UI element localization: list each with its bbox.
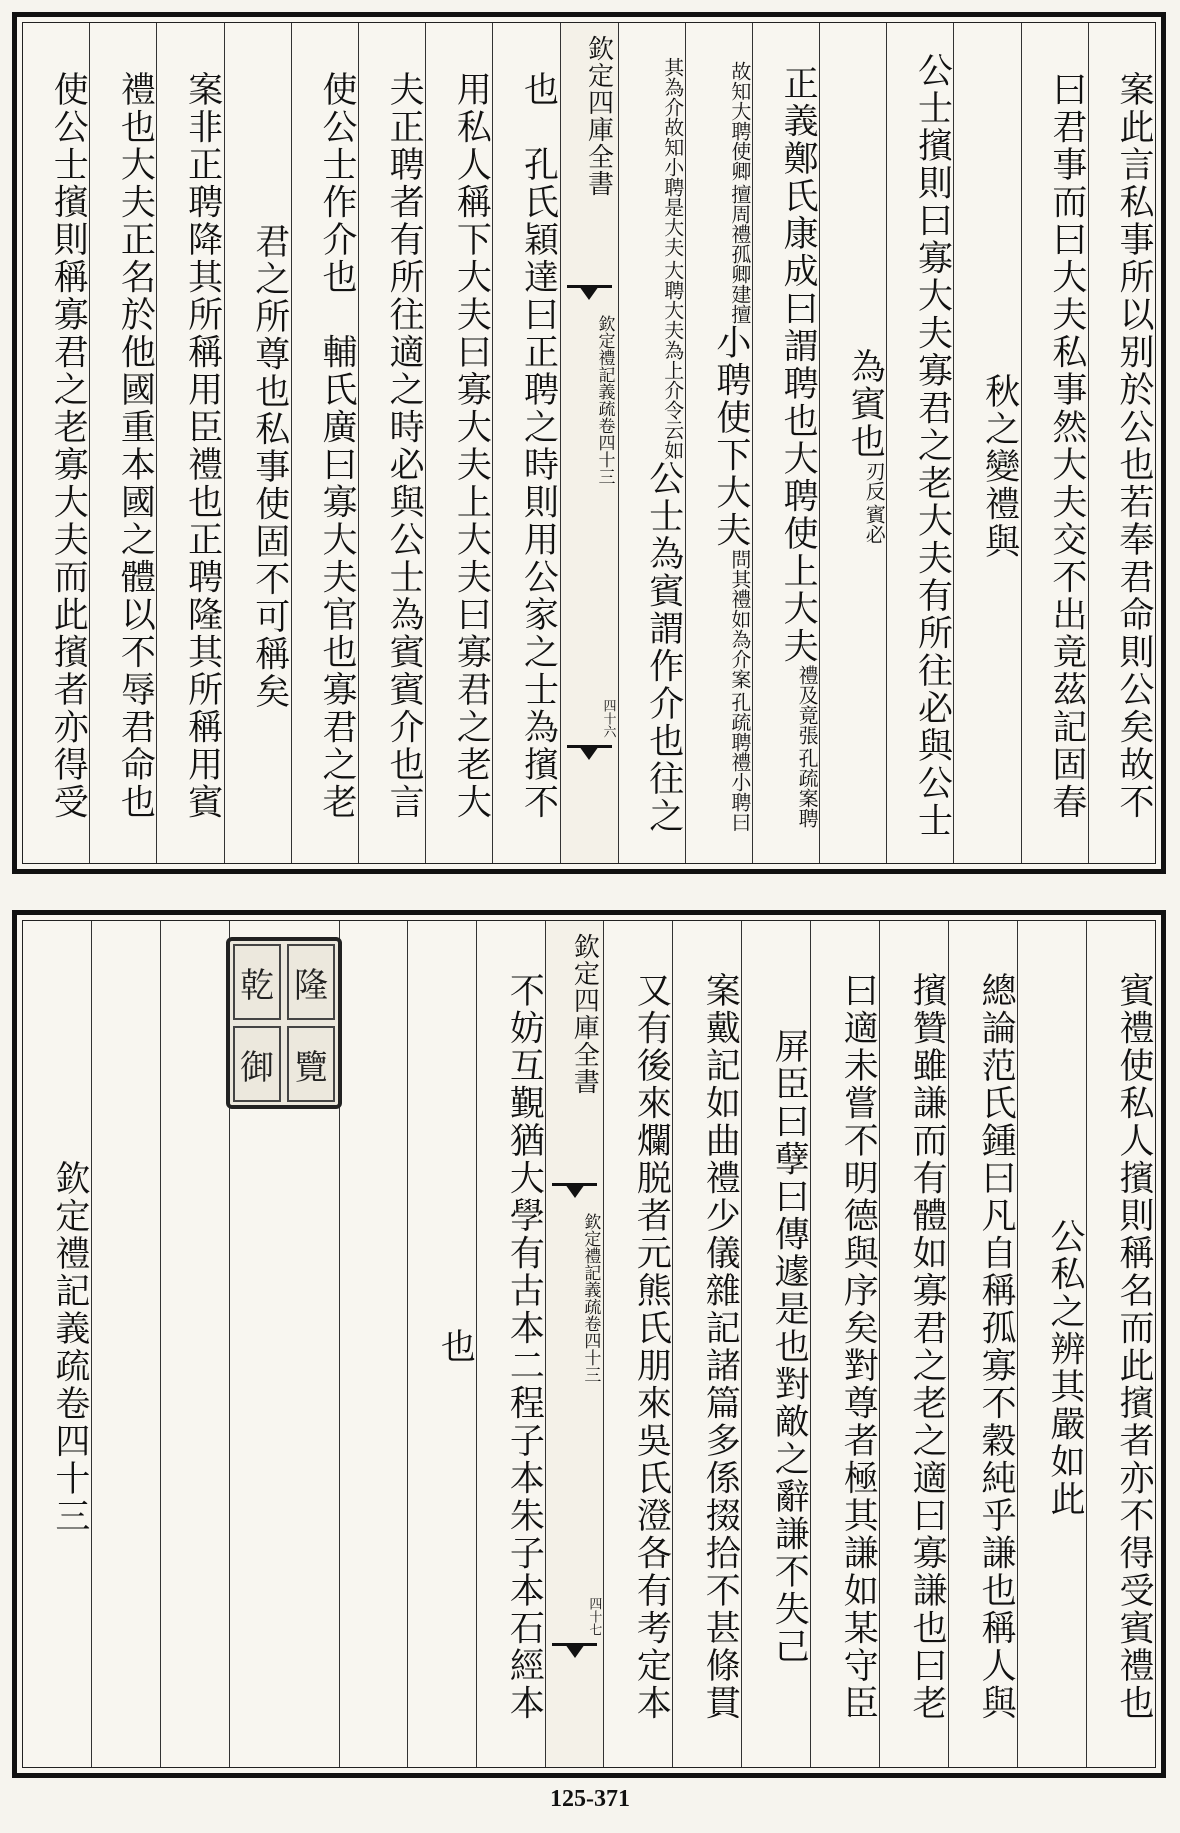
text-column: 曰適未嘗不明德與序矣對尊者極其謙如某守臣 xyxy=(810,921,879,1767)
text-column: 曰君事而曰大夫私事然大夫交不出竟茲記固春 xyxy=(1021,23,1088,863)
text-column: 公士擯則曰寡大夫寡君之老大夫有所往必與公士 xyxy=(886,23,953,863)
bottom-page xyxy=(12,910,1166,1778)
imperial-seal: 乾 隆 御 覽 xyxy=(226,937,342,1109)
text-column: 正義鄭氏康成曰謂聘也大聘使上大夫 孔疏案聘 禮及竟張 xyxy=(752,23,819,863)
commentary-note: 大聘大夫為上介令云如 其為介故知小聘是大夫 xyxy=(660,57,685,460)
fish-tail-mark xyxy=(552,1643,597,1668)
text-column: 擅周禮孤卿建擅 故知大聘使卿 小聘使下大夫 孔疏聘禮小聘曰 問其禮如為介案 xyxy=(685,23,752,863)
fish-tail-mark xyxy=(567,285,612,310)
page-number: 125-371 xyxy=(550,1786,630,1812)
text-column: 案此言私事所以别於公也若奉君命則公矣故不 xyxy=(1088,23,1155,863)
empty-column xyxy=(91,921,160,1767)
fish-tail-mark xyxy=(567,745,612,770)
text-column: 又有後來爛脱者元熊氏朋來吳氏澄各有考定本 xyxy=(603,921,672,1767)
folio-number: 四十六 xyxy=(600,699,616,738)
text-column: 屏臣曰孽曰傳遽是也對敵之辭謙不失己 xyxy=(741,921,810,1767)
text-column: 不妨互覲猶大學有古本二程子本朱子本石經本 xyxy=(476,921,545,1767)
text-column: 君之所尊也私事使固不可稱矣 xyxy=(224,23,291,863)
text-column: 公私之辨其嚴如此 xyxy=(1017,921,1086,1767)
center-title: 欽定四庫全書 xyxy=(569,933,600,1095)
text-column: 夫正聘者有所往適之時必與公士為賓賓介也言 xyxy=(358,23,425,863)
seal-column xyxy=(229,921,339,1767)
empty-column xyxy=(160,921,229,1767)
text-column: 案戴記如曲禮少儀雜記諸篇多係掇拾不甚條貫 xyxy=(672,921,741,1767)
commentary-note: 擅周禮孤卿建擅 故知大聘使卿 xyxy=(727,60,752,324)
center-fold xyxy=(545,921,603,1767)
text-column: 大聘大夫為上介令云如 其為介故知小聘是大夫 公士為賓謂作介也往之 xyxy=(618,23,685,863)
folio-number: 四十七 xyxy=(586,1597,602,1636)
text-column: 禮也大夫正名於他國重本國之體以不辱君命也 xyxy=(89,23,156,863)
commentary-note: 孔疏案聘 禮及竟張 xyxy=(795,664,820,828)
commentary-note: 賓必 刃反 xyxy=(862,460,887,544)
text-column: 使公士作介也 輔氏廣曰寡大夫官也寡君之老 xyxy=(291,23,358,863)
center-title: 欽定四庫全書 xyxy=(583,35,614,197)
empty-column xyxy=(339,921,408,1767)
text-column: 擯贊雖謙而有體如寡君之老之適曰寡謙也曰老 xyxy=(879,921,948,1767)
center-subtitle: 欽定禮記義疏 卷四十三 xyxy=(594,315,615,485)
center-subtitle: 欽定禮記義疏 卷四十三 xyxy=(580,1213,601,1383)
commentary-note: 孔疏聘禮小聘曰 問其禮如為介案 xyxy=(727,548,752,832)
text-column: 案非正聘降其所稱用臣禮也正聘隆其所稱用賓 xyxy=(156,23,223,863)
center-fold xyxy=(560,23,618,863)
text-column: 總論范氏鍾曰凡自稱孤寡不穀純乎謙也稱人與 xyxy=(948,921,1017,1767)
text-column: 也 xyxy=(407,921,476,1767)
text-column: 使公士擯則稱寡君之老寡大夫而此擯者亦得受 xyxy=(48,71,89,821)
text-column: 用私人稱下大夫曰寡大夫上大夫曰寡君之老大 xyxy=(425,23,492,863)
text-column: 賓禮使私人擯則稱名而此擯者亦不得受賓禮也 xyxy=(1086,921,1155,1767)
fish-tail-mark xyxy=(552,1183,597,1208)
end-title: 欽定禮記義疏卷四十三 xyxy=(49,1159,90,1535)
text-column xyxy=(23,921,91,1767)
text-column: 為賓也 賓必 刃反 xyxy=(819,23,886,863)
text-column: 也 孔氏穎達曰正聘之時則用公家之士為擯不 xyxy=(492,23,559,863)
top-page-columns xyxy=(22,22,1156,864)
text-column: 秋之變禮與 xyxy=(953,23,1020,863)
bottom-page-columns xyxy=(22,920,1156,1768)
top-page xyxy=(12,12,1166,874)
